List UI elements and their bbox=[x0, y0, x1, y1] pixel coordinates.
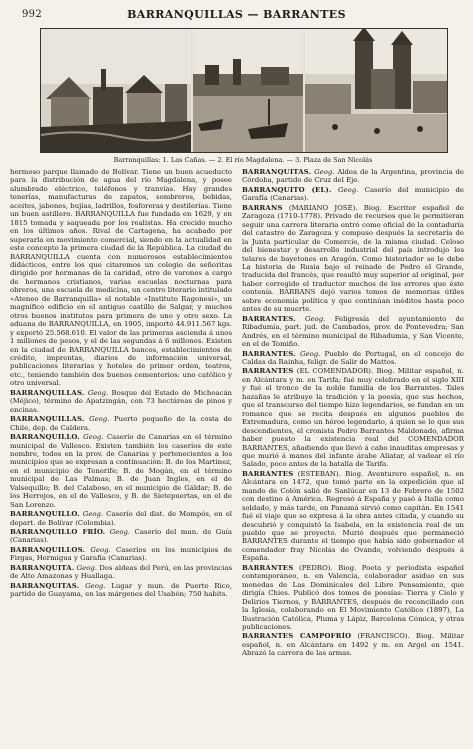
entry bbox=[10, 168, 232, 388]
entry bbox=[242, 367, 464, 468]
entry bbox=[242, 564, 464, 632]
headword: BARRANQUILLAS. bbox=[10, 388, 85, 397]
dictionary-page bbox=[10, 6, 463, 744]
headword: BARRANS bbox=[242, 203, 283, 212]
running-head: BARRANQUILLAS — BARRANTES bbox=[127, 8, 346, 21]
entry bbox=[242, 315, 464, 349]
entry bbox=[242, 350, 464, 367]
entry-text: Pueblo de Portugal, en el concejo de Caldas da Rainha, feligr. de Salir de Mattos. bbox=[242, 349, 464, 366]
entry-text: Lugar y mun. de Puerto Rico, partido de Guayama, en las márgenes del Usabón; 750 habits. bbox=[10, 581, 232, 599]
headword: BARRANQUITA. bbox=[10, 563, 75, 572]
entry-tag: Geog. bbox=[89, 415, 110, 424]
entry-tag: Geog. bbox=[76, 563, 98, 572]
entry-tag: Geog. bbox=[337, 185, 359, 194]
entry-tag: Geog. bbox=[314, 168, 335, 176]
headword: BARRANQUILLAS. bbox=[10, 415, 85, 424]
entry bbox=[242, 204, 464, 314]
entry-text: Aldea de la Argentina, provincia de Córdoba, partido de Cruz del Eje. bbox=[242, 168, 464, 185]
entry bbox=[10, 389, 232, 414]
entry bbox=[10, 582, 232, 599]
entry-text: (MARIANO JOSÉ). Biog. Escritor español de Zaragoza (1710-1778). Privado de recursos que le permitieran seguir una carrera literaria entró como oficial de la contaduría del catastro de Zaragoza y compuso después la secretaría de la Junta particular de Comercio, de la misma ciudad. Celoso del bienestar y desarrollo industrial del país introdujo los telares de bayetones en Aragón. Como historiador se le debe La historia de Rusia bajo el reinado de Pedro el Grande, traducida del francés, que resultó muy superior al original, por haber corregido el traductor muchos de los errores que éste contenía. BARRANS dejó varios tomos de memorias útiles sobre economía política y que continúan inéditos hasta poco antes de su muerte. bbox=[242, 203, 464, 314]
photo-strip bbox=[40, 28, 448, 153]
page-header bbox=[10, 6, 463, 24]
headword: BARRANQUILLO FRÍO. bbox=[10, 528, 106, 537]
entry-tag: Geog. bbox=[82, 510, 104, 519]
entry-tag: Geog. bbox=[83, 433, 104, 442]
entry-text: Dos aldeas del Perú, en las provincias de Alto Amazonas y Huallaga. bbox=[10, 563, 232, 581]
headword: BARRANQUITAS. bbox=[10, 581, 80, 590]
headword: BARRANQUILLO. bbox=[10, 510, 80, 519]
figure-caption: Barranquillas: 1. Las Cañas. — 2. El río Magdalena. — 3. Plaza de San Nicolás bbox=[113, 156, 373, 164]
entry-text: (ESTEBAN). Biog. Aventurero español, n. en Alcántara en 1472, que tomó parte en la expedición que al mando de Colón salió de Sanlúcar en 13 de Febrero de 1502 con destino á América. Regresó á España y pasó á Italia como soldado, y más tarde, en Panamá sirvió como capitán. En 1541 fué el viaje que se expresa á la obra antes citada, y cuando su descubrió y conquistó la Isabela, en la existencia real de un pueblo que se proyecto. Murió después que permaneció BARRANTES durante el tiempo que había sido gobernador el comendador fray Nicolás de Ovando, volviendo después á España. bbox=[242, 469, 464, 563]
headword: BARRANTES CAMPOFRÍO bbox=[242, 632, 352, 641]
left-column bbox=[10, 168, 232, 600]
photo-rio-magdalena bbox=[193, 29, 303, 152]
entry-tag: Geog. bbox=[90, 545, 111, 554]
entry-tag: Geog. bbox=[305, 314, 326, 323]
entry bbox=[10, 433, 232, 509]
entry bbox=[10, 564, 232, 581]
headword: BARRANTES. bbox=[242, 314, 296, 323]
entry bbox=[242, 186, 464, 203]
entry-tag: Geog. bbox=[85, 581, 106, 590]
headword: BARRANQUITAS. bbox=[242, 168, 312, 176]
entry-text: hermoso parque llamado de Bolívar. Tiene un buen acueducto para la distribución de agua del río Magdalena, y posee alumbrado eléctrico, teléfonos y tranvías. Hay grandes tenerías, manufacturas de zapatos, sombreros, bebidas, aceites, jabones, bujías, ladrillos, fosforeras y destilerías. Tiene un buen astillero. BARRANQUILLA fue fundada en 1629, y en 1815 tomada y saqueada por los realistas. Ha crecido mucho en los últimos años. Rival de Cartagena, ha acabado por superarla en movimiento comercial, siendo en la actualidad en este concepto la primera ciudad de la República. La ciudad de BARRANQUILLA cuenta con numerosos establecimientos didácticos, entre los que citaremos un colegio de señoritas dirigido por hermanas de la caridad, otro de varones a cargo de hermanos cristianos, varias escuelas nocturnas para obreros, una escuela de medicina, un centro literario intitulado «Ateneo de Barranquilla» el notable «Instituto Ragonesi», un magnífico edificio en el antiguo castillo de Salgar, y muchos otros buenos institutos para primera de uno y otro sexo. La aduana de BARRANQUILLA, en 1905, importó 44.911.567 kgs. y exportó 25.568.610. El valor de las primeras ascienda á unos 1 millones de pesos, y el de las segundas á 6 millones. Existen en la ciudad de BARRANQUILLA bancos, establecimientos de crédito, imprentas, diarios de información universal, publicaciones literarias y hoteles de primer orden, teatros, etc., teniendo también dos buenos cementerios: uno católico y otro universal. bbox=[10, 168, 232, 388]
entry bbox=[10, 415, 232, 432]
headword: BARRANQUILLO. bbox=[10, 433, 80, 442]
entry-text: (FRANCISCO). Biog. Militar español, n. en Alcántara en 1492 y m. en Argel en 1541. Abrazó la carrera de las armas. bbox=[242, 632, 464, 658]
headword: BARRANTES. bbox=[242, 349, 296, 358]
headword: BARRANQUITO (EL). bbox=[242, 185, 332, 194]
headword: BARRANTES bbox=[242, 469, 294, 478]
entry-text: Caserío del mun. de Guía (Canarias). bbox=[10, 528, 232, 545]
entry-text: Puerto pequeño de la costa de Chile, dep. de Caldera. bbox=[10, 415, 232, 432]
entry-text: Caserío del municipio de Garafía (Canarias). bbox=[242, 185, 464, 203]
headword: BARRANTES bbox=[242, 367, 294, 376]
entry-tag: Geog. bbox=[299, 349, 321, 358]
page-number: 992 bbox=[22, 9, 42, 20]
entry-text: Caserío del dist. de Mompós, en el depart. de Bolívar (Colombia). bbox=[10, 510, 232, 527]
entry bbox=[242, 168, 464, 185]
entry-text: (EL COMENDADOR). Biog. Militar español, n. en Alcántara y m. en Tarifa; fué muy celebrado en el siglo XIII y fué el tronco de la noble familia de los Barrantes. Tales hazañas le atribuye la tradición y la poesía, que sus hechos, que el transcurso del tiempo hizo legendarios, se fundan en un romance que se recita después en algunos pueblos de Extremadura, como un héroe legendario, á quien se lo que sus descendientes, el cronista Pedro Barrantes Maldonado, afirma haber puesto la existencia real del COMENDADOR BARRANTES, añadiendo que llevó á cabo inauditas empresas y que murió á manos del infante árabe Aliatar, al vadear el río Salado, poco antes de la batalla de Tarifa. bbox=[242, 367, 464, 469]
entry bbox=[242, 632, 464, 657]
entry-tag: Geog. bbox=[87, 388, 109, 397]
photo-las-canas bbox=[41, 29, 191, 152]
entry-text: Bosque del Estado de Michoacán (Méjico), término de Apatzingán, con 73 hectáreas de pinos y encinas. bbox=[10, 388, 232, 414]
entry bbox=[242, 470, 464, 563]
headword: BARRANTES bbox=[242, 563, 294, 572]
entry-text: (PEDRO). Biog. Poeta y periodista español contemporáneo, n. en Valencia, colaborador asiduo en sus monedas de Las Dominicales del Libre Pensamiento, que dirigía Chies. Publicó dos tomos de poesías: Tierra y Cielo y Delirios Tiernos, y BARRANTES, después de reconciliado con la Iglesia, colaborando en El Movimiento Católico (1897), La Ilustración Católica, Pluma y Lápiz, Barcelona Cómica, y otras publicaciones. bbox=[242, 563, 464, 632]
entry-text: Feligresía del ayuntamiento de Ribadumia, part. jud. de Cambados, prov. de Pontevedra; San Andrés, en el término municipal de Ribadumia, y San Vicente, en el de Tomiño. bbox=[242, 314, 464, 349]
entry-text: Caserío de Canarias en el término municipal de Vallesco. Existen también los caseríos de este nombre, todos en la prov. de Canarias y pertenecientes a los municipios que se expresan a continuación: B. de los Martínez, en el municipio de Tenerife; B. de Mogán, en el término municipal de Las Palmas; B. de Juan Ingles, en el de Valsequillo; B. del Calaboso, en el municipio de Gáldar; B. de los Herrojos, en el de Vallesco, y B. de Sietepuertas, en el de San Lorenzo. bbox=[10, 433, 232, 509]
entry bbox=[10, 510, 232, 527]
entry bbox=[10, 528, 232, 545]
entry bbox=[10, 546, 232, 563]
headword: BARRANQUILLOS. bbox=[10, 545, 86, 554]
right-column bbox=[242, 168, 464, 659]
entry-text: Caseríos en los municipios de Firgas, Hermigua y Garafía (Canarias). bbox=[10, 545, 232, 563]
photo-plaza-san-nicolas bbox=[305, 29, 447, 152]
entry-tag: Geog. bbox=[109, 528, 131, 537]
